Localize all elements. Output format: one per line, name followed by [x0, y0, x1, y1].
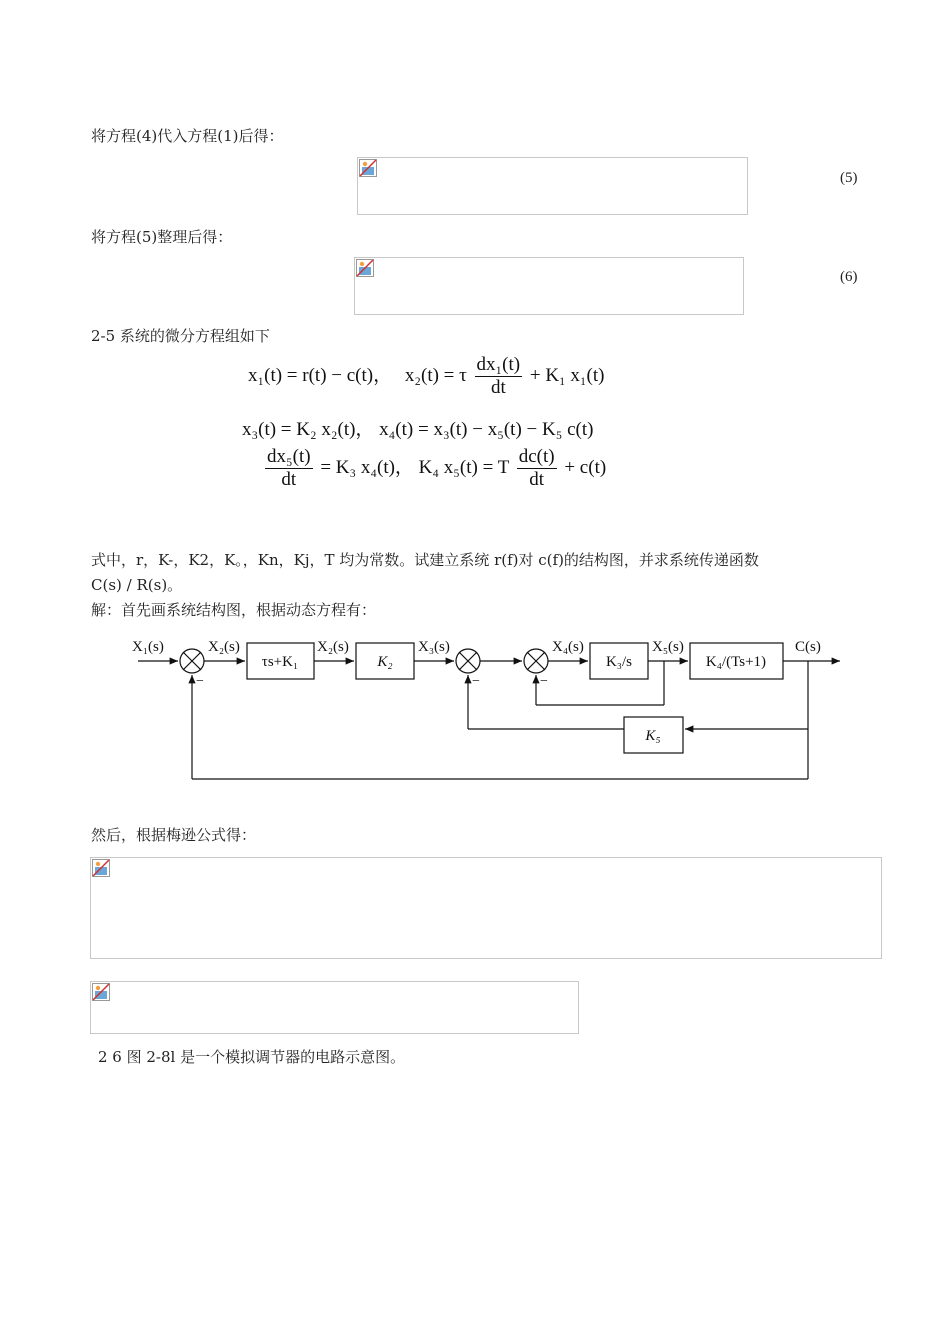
block-label-k5: K₅ — [645, 728, 661, 744]
broken-image-icon — [359, 159, 377, 177]
eq-x1: x₁(t) = r(t) − c(t)， — [248, 364, 393, 386]
eq-x2-den: dt — [490, 377, 506, 398]
equation-line-2: x₃(t) = K₂ x₂(t)， x₄(t) = x₃(t) − x₅(t) − K₅ c(t) — [242, 419, 594, 440]
eq-x2-num: dx₁(t) — [476, 354, 521, 375]
description-line-2: C(s) / R(s)。 — [91, 576, 183, 594]
broken-image-icon — [92, 983, 110, 1001]
label-x5: X₅(s) — [652, 639, 684, 655]
equation-image-6 — [354, 257, 744, 315]
eq-dx5-num: dx₅(t) — [267, 446, 311, 467]
label-c: C(s) — [795, 639, 821, 655]
paragraph-rearrange: 将方程(5)整理后得： — [91, 228, 233, 246]
eq-dc-den: dt — [529, 469, 545, 490]
equation-line-1 — [248, 354, 604, 399]
eq-dx5-fraction — [265, 446, 313, 491]
block-label-tau-s-k1: τs+K₁ — [261, 654, 299, 670]
block-label-k4: K₄/(Ts+1) — [705, 654, 767, 670]
equation-line-3 — [262, 446, 606, 491]
label-x2-b: X₂(s) — [317, 639, 349, 655]
equation-number-6: (6) — [840, 269, 858, 285]
transfer-function-image — [90, 981, 579, 1034]
eq-dx5-den: dt — [281, 469, 297, 490]
equation-number-5: (5) — [840, 170, 858, 186]
label-x3: X₃(s) — [418, 639, 450, 655]
eq-dc-num: dc(t) — [518, 446, 555, 467]
broken-image-icon — [356, 259, 374, 277]
broken-image-icon — [92, 859, 110, 877]
minus-sign-1: − — [196, 674, 204, 689]
block-diagram — [0, 625, 950, 795]
mason-formula-image — [90, 857, 882, 959]
minus-sign-3: − — [540, 674, 548, 689]
paragraph-substitute: 将方程(4)代入方程(1)后得： — [91, 127, 284, 145]
solution-intro: 解：首先画系统结构图，根据动态方程有： — [91, 601, 377, 619]
eq-x2-fraction — [475, 354, 523, 399]
equation-image-5 — [357, 157, 748, 215]
label-x2-a: X₂(s) — [208, 639, 240, 655]
problem-title: 2-5 系统的微分方程组如下 — [91, 327, 270, 345]
problem-2-6: 2 6 图 2-8l 是一个模拟调节器的电路示意图。 — [98, 1048, 406, 1066]
block-label-k2: K₂ — [377, 654, 393, 670]
eq-x2-left: x₂(t) = τ — [404, 364, 467, 386]
eq-x2-right: + K₁ x₁(t) — [529, 364, 605, 386]
block-label-k3: K₃/s — [605, 654, 633, 670]
eq-line3-mid: = K₃ x₄(t)， K₄ x₅(t) = T — [320, 456, 509, 478]
label-x4: X₄(s) — [552, 639, 584, 655]
minus-sign-2: − — [472, 674, 480, 689]
label-x1: X₁(s) — [132, 639, 164, 655]
eq-line3-right: + c(t) — [564, 456, 607, 478]
description-line-1: 式中，r，K-，K2，K。，Kn，Kj，T 均为常数。试建立系统 r(f)对 c(f)的结构图，并求系统传递函数 — [91, 551, 759, 569]
eq-dc-fraction — [517, 446, 557, 491]
mason-intro: 然后，根据梅逊公式得： — [91, 826, 257, 844]
